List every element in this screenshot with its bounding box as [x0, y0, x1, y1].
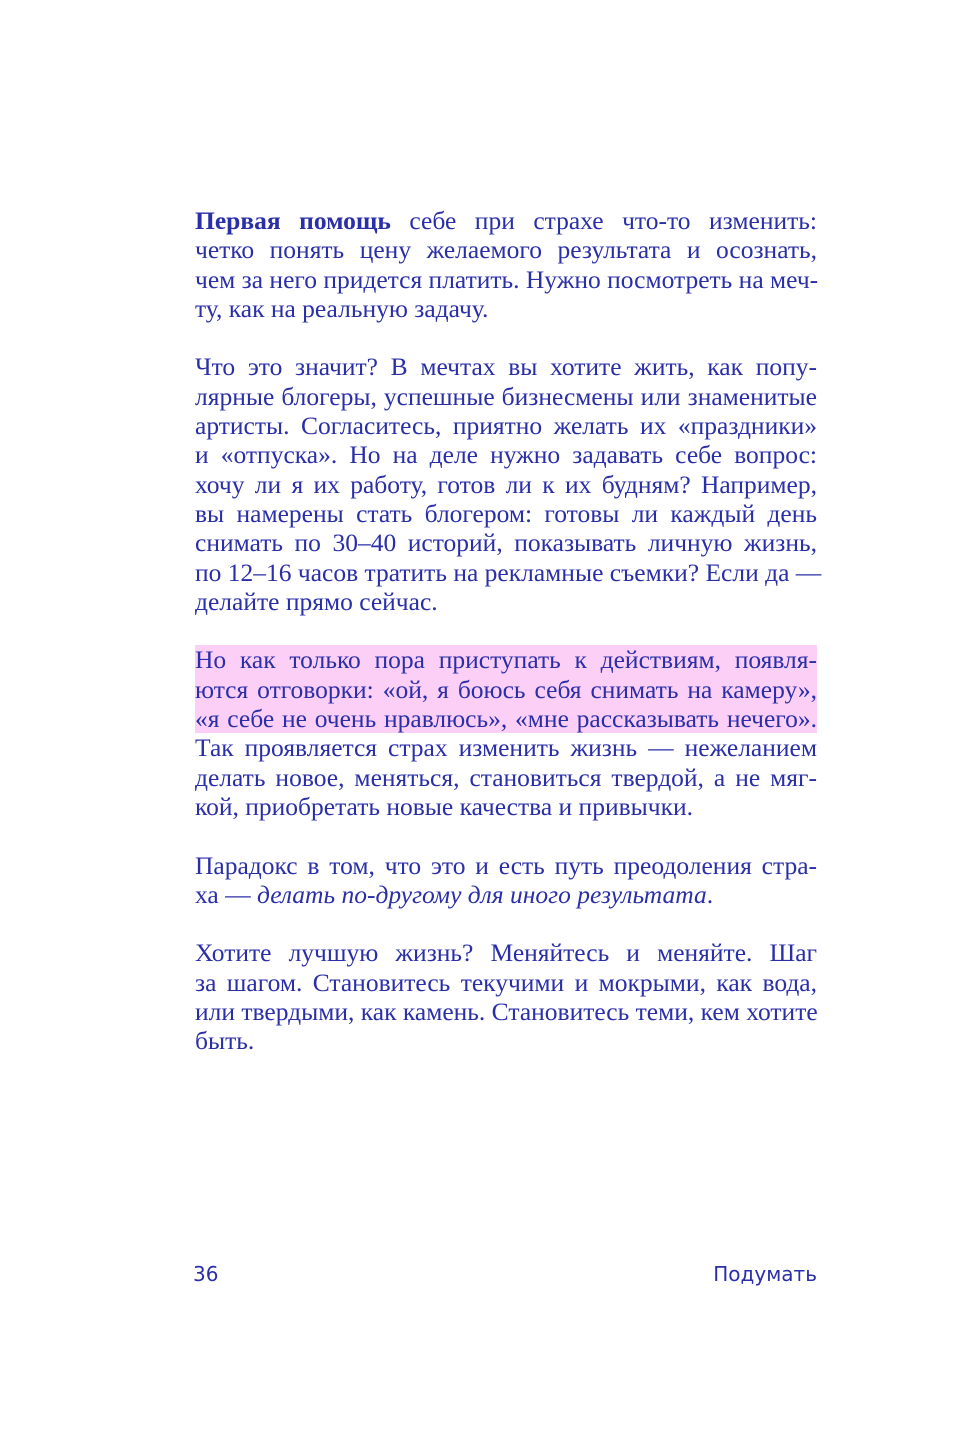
paragraph-paradox — [195, 851, 817, 910]
paragraph-line: ту, как на реальную задачу. — [195, 293, 489, 323]
paragraph-better-life — [195, 938, 817, 1055]
paragraph-line: снимать по 30–40 историй, показывать личную жизнь, — [195, 528, 817, 558]
paragraph-line: Что это значит? В мечтах вы хотите жить, как попу- — [195, 352, 817, 382]
paragraph-line: четко понять цену желаемого результата и осознать, — [195, 235, 817, 265]
highlighted-line: «я себе не очень нравлюсь», «мне рассказывать нечего». — [195, 704, 817, 734]
paragraph-line: или твердыми, как камень. Становитесь теми, кем хотите — [195, 997, 818, 1027]
text-run: себе при страхе что-то изменить: — [390, 206, 817, 235]
paragraph-excuses — [195, 645, 817, 821]
body-text — [195, 206, 822, 1085]
paragraph-line: за шагом. Становитесь текучими и мокрыми, как вода, — [195, 967, 817, 997]
paragraph-line: по 12–16 часов тратить на рекламные съемки? Если да — — [195, 557, 822, 587]
paragraph-line: Так проявляется страх изменить жизнь — нежеланием — [195, 733, 817, 763]
paragraph-line: делайте прямо сейчас. — [195, 586, 438, 616]
highlighted-line: ются отговорки: «ой, я боюсь себя снимать на камеру», — [195, 674, 817, 704]
paragraph-line: делать новое, меняться, становиться твердой, а не мяг- — [195, 762, 817, 792]
paragraph-first-aid — [195, 206, 817, 323]
paragraph-line: Хотите лучшую жизнь? Меняйтесь и меняйте. Шаг — [195, 938, 817, 968]
paragraph-line: артисты. Согласитесь, приятно желать их «праздники» — [195, 411, 817, 441]
paragraph-line: быть. — [195, 1026, 255, 1056]
paragraph-what-it-means — [195, 352, 822, 616]
paragraph-line — [195, 880, 817, 909]
paragraph-line: чем за него придется платить. Нужно посмотреть на меч- — [195, 264, 819, 294]
paragraph-line: хочу ли я их работу, готов ли к их будням? Например, — [195, 469, 817, 499]
running-footer-section: Подумать — [713, 1262, 817, 1286]
highlighted-line: Но как только пора приступать к действиям, появля- — [195, 645, 817, 675]
paragraph-line: кой, приобретать новые качества и привычки. — [195, 791, 694, 821]
paragraph-line: и «отпуска». Но на деле нужно задавать себе вопрос: — [195, 440, 817, 470]
paragraph-line — [195, 206, 817, 235]
page-number: 36 — [193, 1262, 219, 1286]
bold-lead-phrase: Первая помощь — [195, 206, 391, 235]
text-run: ха — — [195, 879, 257, 909]
paragraph-line: Парадокс в том, что это и есть путь преодоления стра- — [195, 850, 817, 880]
paragraph-line: лярные блогеры, успешные бизнесмены или знаменитые — [195, 381, 817, 411]
italic-phrase: делать по-другому для иного результата — [256, 879, 707, 909]
text-run: . — [706, 879, 714, 909]
paragraph-line: вы намерены стать блогером: готовы ли каждый день — [195, 498, 817, 528]
